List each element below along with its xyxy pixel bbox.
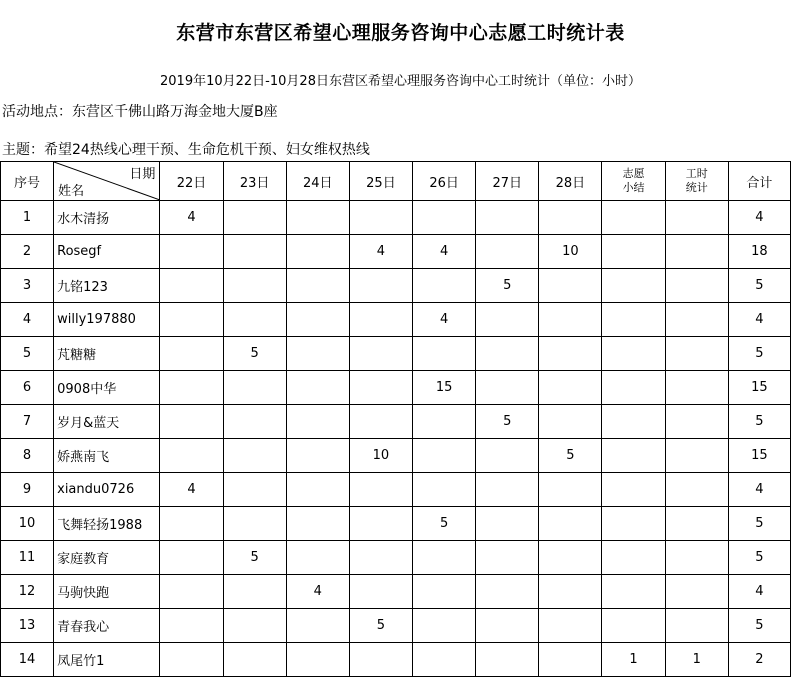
table-row (1, 235, 791, 269)
cell-day-28 (539, 541, 602, 575)
header-day-25: 25日 (349, 162, 412, 201)
cell-day-25 (349, 405, 412, 439)
cell-day-27 (476, 507, 539, 541)
header-day-22: 22日 (160, 162, 223, 201)
cell-hours-stat (665, 473, 728, 507)
cell-name: Rosegf (54, 235, 160, 269)
header-date: 日期 (129, 167, 156, 182)
header-hours-stat (665, 162, 728, 201)
cell-day-26 (413, 439, 476, 473)
header-volunteer-summary-line2: 小结 (622, 181, 645, 194)
cell-day-28 (539, 405, 602, 439)
cell-day-22 (160, 575, 223, 609)
cell-day-28 (539, 269, 602, 303)
cell-day-26: 15 (413, 371, 476, 405)
cell-hours-stat (665, 575, 728, 609)
cell-day-26 (413, 609, 476, 643)
cell-day-26 (413, 643, 476, 677)
cell-day-24 (286, 609, 349, 643)
table-row (1, 643, 791, 677)
cell-day-26: 4 (413, 303, 476, 337)
cell-day-26 (413, 201, 476, 235)
cell-volunteer-summary (602, 541, 665, 575)
cell-day-23 (223, 439, 286, 473)
cell-day-24 (286, 371, 349, 405)
cell-day-23 (223, 235, 286, 269)
cell-total: 5 (728, 507, 790, 541)
cell-name: 九铭123 (54, 269, 160, 303)
cell-volunteer-summary (602, 507, 665, 541)
table-row (1, 405, 791, 439)
cell-volunteer-summary (602, 439, 665, 473)
cell-hours-stat (665, 235, 728, 269)
cell-seq: 14 (1, 643, 54, 677)
cell-day-25: 5 (349, 609, 412, 643)
cell-day-26: 4 (413, 235, 476, 269)
cell-day-24 (286, 235, 349, 269)
table-row (1, 337, 791, 371)
cell-day-27 (476, 303, 539, 337)
cell-day-23 (223, 575, 286, 609)
cell-day-22 (160, 235, 223, 269)
page-title: 东营市东营区希望心理服务咨询中心志愿工时统计表 (176, 22, 625, 44)
table-row (1, 473, 791, 507)
cell-day-27 (476, 609, 539, 643)
cell-day-22 (160, 371, 223, 405)
header-name: 姓名 (58, 184, 85, 199)
cell-day-22 (160, 643, 223, 677)
cell-total: 4 (728, 201, 790, 235)
cell-day-23 (223, 371, 286, 405)
cell-total: 4 (728, 575, 790, 609)
header-day-27: 27日 (476, 162, 539, 201)
cell-day-24 (286, 541, 349, 575)
header-day-23: 23日 (223, 162, 286, 201)
cell-seq: 9 (1, 473, 54, 507)
cell-hours-stat (665, 337, 728, 371)
table-row (1, 507, 791, 541)
cell-hours-stat (665, 507, 728, 541)
cell-day-25: 10 (349, 439, 412, 473)
cell-day-24 (286, 643, 349, 677)
cell-seq: 12 (1, 575, 54, 609)
cell-day-23 (223, 405, 286, 439)
cell-name: 飞舞轻扬1988 (54, 507, 160, 541)
cell-hours-stat (665, 303, 728, 337)
cell-volunteer-summary (602, 303, 665, 337)
table-row (1, 201, 791, 235)
cell-day-24 (286, 269, 349, 303)
header-day-28: 28日 (539, 162, 602, 201)
cell-day-25 (349, 371, 412, 405)
cell-total: 15 (728, 439, 790, 473)
cell-day-22: 4 (160, 201, 223, 235)
cell-total: 4 (728, 473, 790, 507)
cell-day-27 (476, 541, 539, 575)
cell-day-27 (476, 337, 539, 371)
cell-day-22 (160, 303, 223, 337)
cell-day-23: 5 (223, 337, 286, 371)
cell-day-26 (413, 337, 476, 371)
cell-day-26 (413, 269, 476, 303)
cell-seq: 2 (1, 235, 54, 269)
cell-day-23 (223, 201, 286, 235)
header-total: 合计 (728, 162, 790, 201)
page-subtitle: 2019年10月22日-10月28日东营区希望心理服务咨询中心工时统计（单位：小时） (160, 74, 641, 89)
cell-day-23 (223, 609, 286, 643)
hours-table (0, 161, 791, 677)
cell-day-23 (223, 507, 286, 541)
cell-day-24 (286, 337, 349, 371)
cell-day-26 (413, 405, 476, 439)
table-row (1, 303, 791, 337)
cell-day-22 (160, 507, 223, 541)
cell-day-28: 5 (539, 439, 602, 473)
cell-day-25 (349, 643, 412, 677)
cell-name: 马驹快跑 (54, 575, 160, 609)
cell-day-25 (349, 201, 412, 235)
cell-seq: 6 (1, 371, 54, 405)
cell-hours-stat: 1 (665, 643, 728, 677)
cell-name: 岁月&蓝天 (54, 405, 160, 439)
activity-theme: 主题：希望24热线心理干预、生命危机干预、妇女维权热线 (2, 142, 370, 158)
cell-day-25 (349, 269, 412, 303)
table-row (1, 439, 791, 473)
cell-day-27: 5 (476, 269, 539, 303)
table-row (1, 609, 791, 643)
cell-seq: 13 (1, 609, 54, 643)
header-day-24: 24日 (286, 162, 349, 201)
cell-day-28: 10 (539, 235, 602, 269)
table-row (1, 575, 791, 609)
cell-day-25 (349, 575, 412, 609)
header-day-26: 26日 (413, 162, 476, 201)
cell-day-24 (286, 201, 349, 235)
cell-hours-stat (665, 201, 728, 235)
cell-volunteer-summary (602, 269, 665, 303)
cell-name: 娇燕南飞 (54, 439, 160, 473)
cell-day-24 (286, 473, 349, 507)
cell-name: willy197880 (54, 303, 160, 337)
table-row (1, 541, 791, 575)
cell-name: 家庭教育 (54, 541, 160, 575)
cell-volunteer-summary (602, 201, 665, 235)
cell-volunteer-summary (602, 337, 665, 371)
cell-day-22 (160, 269, 223, 303)
cell-total: 15 (728, 371, 790, 405)
cell-day-27 (476, 439, 539, 473)
cell-name: 凤尾竹1 (54, 643, 160, 677)
cell-day-25 (349, 507, 412, 541)
cell-day-23 (223, 269, 286, 303)
cell-day-28 (539, 303, 602, 337)
header-seq: 序号 (1, 162, 54, 201)
cell-day-28 (539, 337, 602, 371)
cell-day-22: 4 (160, 473, 223, 507)
cell-day-23 (223, 473, 286, 507)
cell-seq: 7 (1, 405, 54, 439)
cell-seq: 8 (1, 439, 54, 473)
cell-hours-stat (665, 439, 728, 473)
cell-volunteer-summary (602, 473, 665, 507)
cell-day-27 (476, 643, 539, 677)
cell-seq: 11 (1, 541, 54, 575)
cell-day-24 (286, 439, 349, 473)
header-row (1, 162, 791, 201)
cell-seq: 1 (1, 201, 54, 235)
cell-day-25 (349, 303, 412, 337)
cell-total: 5 (728, 541, 790, 575)
cell-name: xiandu0726 (54, 473, 160, 507)
cell-volunteer-summary (602, 371, 665, 405)
cell-day-22 (160, 439, 223, 473)
table-row (1, 269, 791, 303)
cell-day-24: 4 (286, 575, 349, 609)
header-hours-stat-line2: 统计 (685, 181, 708, 194)
cell-day-26: 5 (413, 507, 476, 541)
cell-seq: 5 (1, 337, 54, 371)
cell-day-28 (539, 643, 602, 677)
cell-day-28 (539, 371, 602, 405)
cell-day-27 (476, 235, 539, 269)
header-volunteer-summary-line1: 志愿 (622, 167, 645, 180)
cell-day-27 (476, 473, 539, 507)
cell-total: 18 (728, 235, 790, 269)
cell-hours-stat (665, 269, 728, 303)
cell-name: 0908中华 (54, 371, 160, 405)
cell-day-25 (349, 337, 412, 371)
cell-seq: 3 (1, 269, 54, 303)
cell-day-26 (413, 541, 476, 575)
cell-day-25 (349, 473, 412, 507)
cell-day-27: 5 (476, 405, 539, 439)
cell-day-28 (539, 201, 602, 235)
cell-volunteer-summary: 1 (602, 643, 665, 677)
cell-day-28 (539, 609, 602, 643)
cell-day-22 (160, 609, 223, 643)
cell-day-26 (413, 473, 476, 507)
header-hours-stat-line1: 工时 (685, 167, 708, 180)
cell-total: 2 (728, 643, 790, 677)
cell-day-28 (539, 473, 602, 507)
cell-day-28 (539, 507, 602, 541)
cell-day-26 (413, 575, 476, 609)
cell-day-23 (223, 303, 286, 337)
cell-volunteer-summary (602, 235, 665, 269)
activity-location: 活动地点：东营区千佛山路万海金地大厦B座 (2, 104, 278, 120)
header-volunteer-summary (602, 162, 665, 201)
header-date-name (54, 162, 160, 201)
cell-volunteer-summary (602, 405, 665, 439)
cell-name: 青春我心 (54, 609, 160, 643)
cell-day-22 (160, 405, 223, 439)
cell-day-23: 5 (223, 541, 286, 575)
cell-seq: 4 (1, 303, 54, 337)
cell-total: 5 (728, 269, 790, 303)
cell-hours-stat (665, 371, 728, 405)
cell-name: 水木清扬 (54, 201, 160, 235)
cell-total: 5 (728, 609, 790, 643)
cell-volunteer-summary (602, 609, 665, 643)
cell-total: 5 (728, 337, 790, 371)
cell-day-22 (160, 337, 223, 371)
cell-seq: 10 (1, 507, 54, 541)
cell-name: 芃糖糖 (54, 337, 160, 371)
cell-day-23 (223, 643, 286, 677)
cell-total: 4 (728, 303, 790, 337)
cell-day-27 (476, 575, 539, 609)
cell-hours-stat (665, 405, 728, 439)
cell-day-27 (476, 371, 539, 405)
table-body (1, 201, 791, 677)
cell-day-25: 4 (349, 235, 412, 269)
cell-day-24 (286, 303, 349, 337)
cell-volunteer-summary (602, 575, 665, 609)
cell-day-24 (286, 507, 349, 541)
cell-day-24 (286, 405, 349, 439)
cell-day-28 (539, 575, 602, 609)
cell-day-22 (160, 541, 223, 575)
cell-day-25 (349, 541, 412, 575)
cell-hours-stat (665, 541, 728, 575)
cell-total: 5 (728, 405, 790, 439)
cell-hours-stat (665, 609, 728, 643)
cell-day-27 (476, 201, 539, 235)
table-row (1, 371, 791, 405)
